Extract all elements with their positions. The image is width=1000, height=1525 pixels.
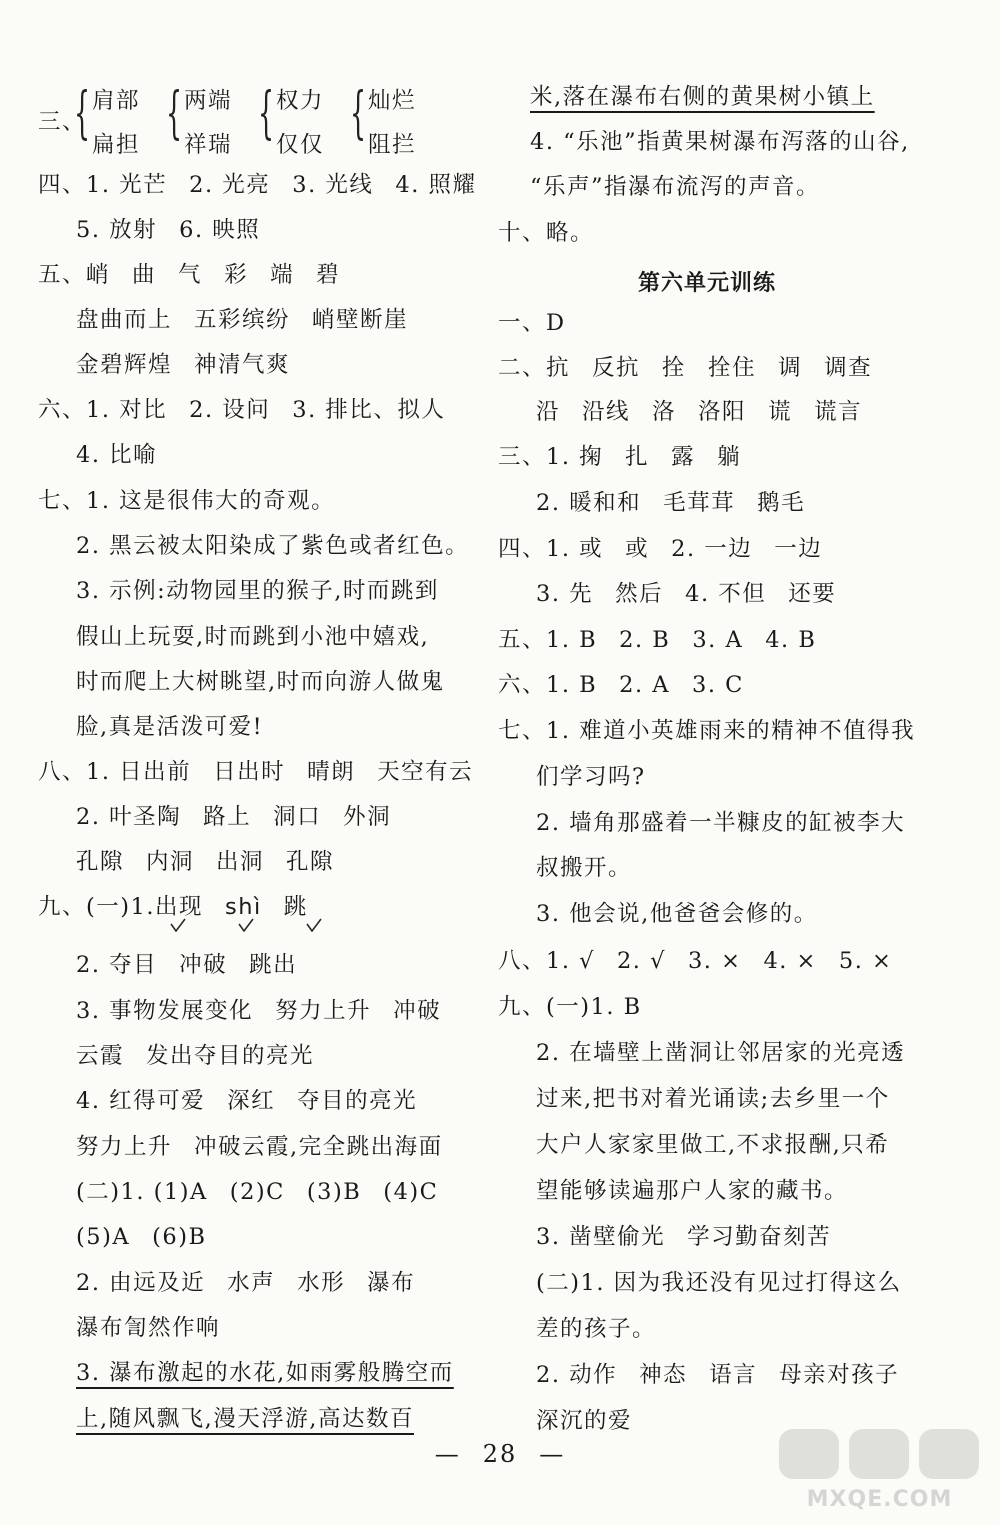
answer-item: 孔隙	[286, 849, 335, 875]
answer-item: 5. ×	[838, 948, 893, 974]
unit6-section-5	[498, 625, 816, 655]
answer-item: 3. 先	[536, 581, 594, 607]
unit6-section-1: 一、D	[498, 310, 566, 336]
unit6-section-9-line-4: 大户人家家里做工,不求报酬,只希	[536, 1132, 890, 1158]
answer-item: 外洞	[343, 804, 392, 830]
unit6-section-9b-line-4: 深沉的爱	[536, 1408, 633, 1434]
section-3-label: 三、	[38, 109, 87, 135]
answer-item: 4. B	[765, 627, 817, 653]
answer-item: 抗	[546, 355, 571, 381]
answer-item: 冲破云霞,完全跳出海面	[194, 1134, 443, 1160]
answer-item: 反抗	[592, 355, 641, 381]
answer-item: 扎	[625, 444, 650, 470]
answer-item: 3. 排比、拟人	[292, 397, 446, 423]
answer-item: 跳出	[249, 952, 298, 978]
answer-item: (5)A	[76, 1224, 131, 1250]
unit6-section-9-line-3: 过来,把书对着光诵读;去乡里一个	[536, 1086, 890, 1112]
right-line-4: 4. “乐池”指黄果树瀑布泻落的山谷,	[530, 129, 910, 155]
section-9b-line-5: 3. 瀑布激起的水花,如雨雾般腾空而	[76, 1360, 454, 1386]
answer-item: 2. √	[616, 948, 666, 974]
answer-item: 3. 事物发展变化	[76, 998, 254, 1024]
answer-item: 2. 由远及近	[76, 1270, 206, 1296]
answer-item: 毛茸茸	[663, 490, 736, 516]
section-3-label: 三、	[498, 444, 547, 470]
section-6-label: 六、	[38, 397, 87, 423]
section-9b-line-1	[76, 1177, 438, 1207]
answer-item: 或	[625, 536, 650, 562]
section-6-line-1	[38, 395, 445, 425]
unit6-section-7-line-4: 叔搬开。	[536, 855, 633, 881]
answer-item: 2. A	[619, 672, 671, 698]
brace-4: {	[350, 81, 367, 146]
answer-item: 内洞	[146, 849, 195, 875]
brace-3: {	[258, 81, 275, 146]
answer-item: 2. 动作	[536, 1362, 618, 1388]
answer-item: 2. B	[619, 627, 671, 653]
section-8-label: 八、	[38, 759, 87, 785]
unit6-section-7-line-2: 们学习吗?	[536, 764, 646, 790]
answer-item: 5. 放射	[76, 217, 158, 243]
section-5-line-1	[38, 260, 340, 290]
answer-item: 冲破	[179, 952, 228, 978]
answer-item: 3. A	[692, 627, 744, 653]
page-number: 28	[482, 1440, 518, 1468]
unit6-section-2-line-1	[498, 353, 872, 383]
answer-item: 出现	[155, 894, 204, 920]
answer-item: 4. 照耀	[395, 172, 477, 198]
check-mark-icon	[170, 918, 186, 932]
check-mark-icon	[306, 918, 322, 932]
answer-item: 孔隙	[76, 849, 125, 875]
answer-item: 曲	[132, 262, 157, 288]
answer-item: 努力上升	[76, 1134, 173, 1160]
unit6-section-7-line-5: 3. 他会说,他爸爸会修的。	[536, 901, 818, 927]
section-6-line-2: 4. 比喻	[76, 442, 158, 468]
answer-item: 气	[178, 262, 203, 288]
answer-item: 3. C	[692, 672, 744, 698]
section-9-line-2	[76, 950, 297, 980]
unit6-section-4-line-2	[536, 579, 836, 609]
section-9-line-4	[76, 1041, 314, 1071]
section-9b-line-6: 上,随风飘飞,漫天浮游,高达数百	[76, 1406, 414, 1432]
answer-item: 1. 对比	[86, 397, 168, 423]
answer-item: 谎	[768, 399, 793, 425]
watermark-domain: MXQE.COM	[806, 1487, 953, 1512]
section-4-label: 四、	[498, 536, 547, 562]
section-7-line-1: 七、1. 这是很伟大的奇观。	[38, 488, 336, 514]
unit6-section-9-line-5: 望能够读遍那户人家的藏书。	[536, 1178, 849, 1204]
answer-item: 4. 红得可爱	[76, 1088, 206, 1114]
answer-item: 母亲对孩子	[779, 1362, 900, 1388]
answer-item: 金碧辉煌	[76, 352, 173, 378]
section-8-line-2	[76, 802, 391, 832]
right-line-4b: “乐声”指瀑布流泻的声音。	[530, 174, 821, 200]
answer-item: 还要	[788, 581, 837, 607]
answer-item: 神清气爽	[194, 352, 291, 378]
answer-item: 6. 映照	[179, 217, 261, 243]
answer-item: 1. 掬	[546, 444, 604, 470]
answer-item: 躺	[717, 444, 742, 470]
answer-item: 2. 暖和和	[536, 490, 642, 516]
answer-item: 洛阳	[698, 399, 747, 425]
s3-bottom-2: 祥瑞	[184, 132, 233, 158]
unit6-section-9b-line-2: 差的孩子。	[536, 1316, 657, 1342]
unit6-section-3-line-2	[536, 488, 805, 518]
answer-item: 1. 光芒	[86, 172, 168, 198]
answer-item: 4. ×	[763, 948, 817, 974]
answer-item: 一边	[774, 536, 823, 562]
section-7-line-3: 3. 示例:动物园里的猴子,时而跳到	[76, 578, 439, 604]
answer-item: 2. 一边	[671, 536, 753, 562]
answer-item: 谎言	[814, 399, 863, 425]
answer-item: 跳	[283, 894, 308, 920]
section-10: 十、略。	[498, 220, 595, 246]
unit6-section-9-line-2: 2. 在墙壁上凿洞让邻居家的光亮透	[536, 1040, 906, 1066]
section-9-label: 九、(一)1.	[38, 894, 156, 920]
section-8-label: 八、	[498, 948, 547, 974]
right-line-continuation: 米,落在瀑布右侧的黄果树小镇上	[530, 84, 875, 110]
brace-1: {	[74, 81, 91, 146]
answer-item: 2. 设问	[189, 397, 271, 423]
answer-item: 沿	[536, 399, 561, 425]
answer-item: 4. 不但	[685, 581, 767, 607]
answer-item: 晴朗	[307, 759, 356, 785]
section-4-line-2	[76, 215, 260, 245]
answer-item: 1. 日出前	[86, 759, 192, 785]
answer-item: 峭壁断崖	[312, 307, 409, 333]
answer-item: 3. ×	[687, 948, 742, 974]
answer-item: 洞口	[273, 804, 322, 830]
answer-item: 2. 夺目	[76, 952, 158, 978]
answer-item: 彩	[224, 262, 249, 288]
answer-item: 调查	[824, 355, 873, 381]
brace-2: {	[166, 81, 183, 146]
section-9-line-3	[76, 996, 441, 1026]
answer-item: 拴	[662, 355, 687, 381]
answer-item: 1. 或	[546, 536, 604, 562]
answer-item: 1. B	[546, 672, 598, 698]
section-9-line-5	[76, 1086, 417, 1116]
s3-top-1: 肩部	[92, 88, 141, 114]
section-5-label: 五、	[498, 627, 547, 653]
answer-item: 路上	[203, 804, 252, 830]
section-5-label: 五、	[38, 262, 87, 288]
section-8-line-3	[76, 847, 334, 877]
s3-top-4: 灿烂	[368, 88, 417, 114]
answer-item: 云霞	[76, 1043, 125, 1069]
answer-item: 水声	[227, 1270, 276, 1296]
section-7-line-4: 假山上玩耍,时而跳到小池中嬉戏,	[76, 624, 430, 650]
answer-item: 鹅毛	[757, 490, 806, 516]
answer-item: 露	[671, 444, 696, 470]
section-3-word-groups	[0, 80, 480, 160]
unit6-section-4-line-1	[498, 534, 822, 564]
watermark-badge-icon	[777, 1425, 982, 1483]
s3-bottom-4: 阻拦	[368, 132, 417, 158]
answer-item: 沿线	[582, 399, 631, 425]
s3-top-3: 权力	[276, 88, 325, 114]
answer-item: 3. 光线	[292, 172, 374, 198]
answer-item: (3)B	[306, 1179, 362, 1205]
footer-dash-left: —	[434, 1440, 461, 1468]
unit6-section-7-line-1: 七、1. 难道小英雄雨来的精神不值得我	[498, 718, 916, 744]
section-9b-line-4: 瀑布訇然作响	[76, 1315, 221, 1341]
section-7-line-5: 时而爬上大树眺望,时而向游人做鬼	[76, 669, 445, 695]
section-9b-line-3	[76, 1268, 415, 1298]
unit6-section-2-line-2	[536, 397, 862, 427]
section-9b-line-2	[76, 1222, 207, 1252]
answer-item: 夺目的亮光	[297, 1088, 418, 1114]
section-7-line-2: 2. 黑云被太阳染成了紫色或者红色。	[76, 533, 470, 559]
answer-item: 洛	[652, 399, 677, 425]
section-5-line-2	[76, 305, 408, 335]
unit-6-heading: 第六单元训练	[638, 271, 777, 296]
answer-item: 发出夺目的亮光	[146, 1043, 315, 1069]
answer-item: 出洞	[216, 849, 265, 875]
unit6-section-9b-line-1: (二)1. 因为我还没有见过打得这么	[536, 1270, 902, 1296]
s3-bottom-3: 仅仅	[276, 132, 325, 158]
watermark-logo	[777, 1425, 982, 1515]
answer-item: 学习勤奋刻苦	[687, 1224, 832, 1250]
unit6-section-9b-line-3	[536, 1360, 899, 1390]
section-5-line-3	[76, 350, 290, 380]
unit6-section-9-line-6	[536, 1222, 831, 1252]
answer-item: 努力上升	[275, 998, 372, 1024]
answer-item: (二)1. (1)A	[76, 1179, 208, 1205]
section-2-label: 二、	[498, 355, 547, 381]
answer-item: 水形	[297, 1270, 346, 1296]
answer-item: 1. √	[546, 948, 595, 974]
answer-item: 调	[778, 355, 803, 381]
answer-item: (2)C	[229, 1179, 285, 1205]
answer-item: (6)B	[152, 1224, 207, 1250]
answer-item: 2. 光亮	[189, 172, 271, 198]
answer-item: 2. 叶圣陶	[76, 804, 182, 830]
answer-item: 端	[270, 262, 295, 288]
section-8-line-1	[38, 757, 473, 787]
section-7-line-6: 脸,真是活泼可爱!	[76, 714, 264, 740]
answer-item: 冲破	[393, 998, 442, 1024]
s3-bottom-1: 扁担	[92, 132, 141, 158]
unit6-section-6	[498, 670, 744, 700]
check-mark-icon	[238, 918, 254, 932]
answer-item: 语言	[709, 1362, 758, 1388]
answer-item: 盘曲而上	[76, 307, 173, 333]
unit6-section-8	[498, 946, 892, 976]
unit6-section-9-line-1: 九、(一)1. B	[498, 994, 642, 1020]
section-4-label: 四、	[38, 172, 87, 198]
unit6-section-3-line-1	[498, 442, 741, 472]
answer-item: 瀑布	[367, 1270, 416, 1296]
answer-item: 五彩缤纷	[194, 307, 291, 333]
section-4-line-1	[38, 170, 477, 200]
answer-item: 神态	[639, 1362, 688, 1388]
pinyin-answer: shì	[225, 894, 262, 920]
answer-item: 峭	[86, 262, 111, 288]
unit6-section-7-line-3: 2. 墙角那盛着一半糠皮的缸被李大	[536, 810, 906, 836]
answer-item: 1. B	[546, 627, 598, 653]
section-6-label: 六、	[498, 672, 547, 698]
answer-item: 深红	[227, 1088, 276, 1114]
answer-item: 3. 凿壁偷光	[536, 1224, 666, 1250]
answer-item: 拴住	[708, 355, 757, 381]
answer-item: 日出时	[213, 759, 286, 785]
answer-item: 碧	[316, 262, 341, 288]
answer-item: (4)C	[383, 1179, 439, 1205]
section-9-line-6	[76, 1132, 443, 1162]
answer-item: 然后	[615, 581, 664, 607]
s3-top-2: 两端	[184, 88, 233, 114]
answer-item: 天空有云	[377, 759, 474, 785]
footer-dash-right: —	[539, 1440, 566, 1468]
